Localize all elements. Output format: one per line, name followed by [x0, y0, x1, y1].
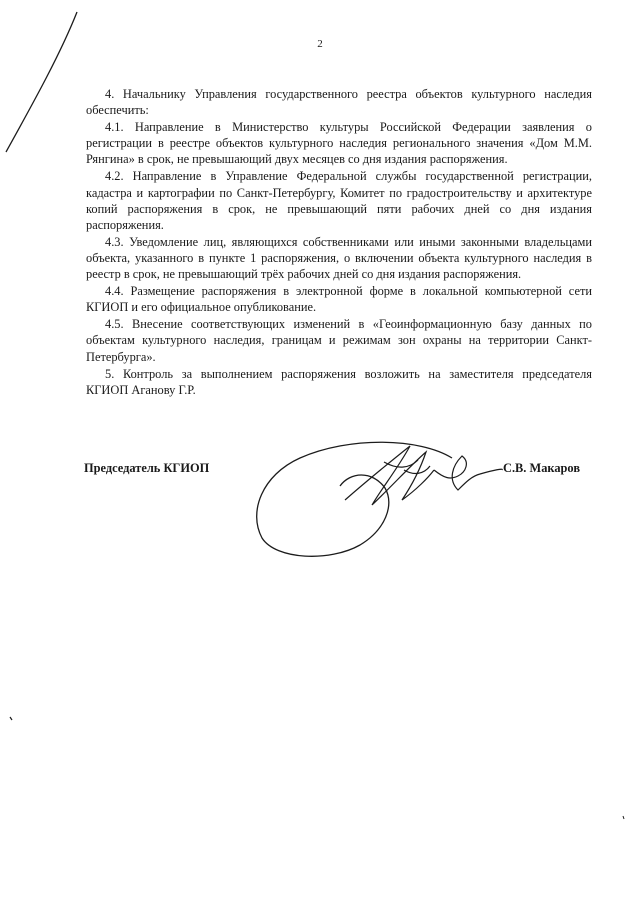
page-number: 2 [317, 38, 323, 50]
paragraph-5: 5. Контроль за выполнением распоряжения возложить на заместителя председателя КГИОП Аганову Г.Р. [86, 366, 592, 397]
signatory-title: Председатель КГИОП [84, 461, 210, 475]
paragraph-4-5: 4.5. Внесение соответствующих изменений в «Геоинформационную базу данных по объектам культурного наследия, границам и режимам зон охраны на территории Санкт-Петербурга». [86, 317, 592, 364]
paragraph-4-2: 4.2. Направление в Управление Федеральной службы государственной регистрации, кадастра и картографии по Санкт-Петербургу, Комитет по градостроительству и архитектуре копий распоряжения в срок, не превышающий пяти рабочих дней со дня издания распоряжения. [86, 169, 592, 232]
paragraph-4-3: 4.3. Уведомление лиц, являющихся собственниками или иными законными владельцами объекта, указанного в пункте 1 распоряжения, о включении объекта культурного наследия в реестр в срок, не превышающий трёх рабочих дней со дня издания распоряжения. [86, 234, 592, 282]
paragraph-4-4: 4.4. Размещение распоряжения в электронной форме в локальной компьютерной сети КГИОП и его официальное опубликование. [86, 284, 592, 315]
paragraph-4: 4. Начальнику Управления государственного реестра объектов культурного наследия обеспечить: [86, 87, 592, 118]
signatory-name: С.В. Макаров [503, 461, 581, 475]
paragraph-4-1: 4.1. Направление в Министерство культуры Российской Федерации заявления о регистрации в реестре объектов культурного наследия регионального значения «Дом М.М. Рянгина» в срок, не превышающий двух месяцев со дня издания распоряжения. [86, 120, 592, 167]
